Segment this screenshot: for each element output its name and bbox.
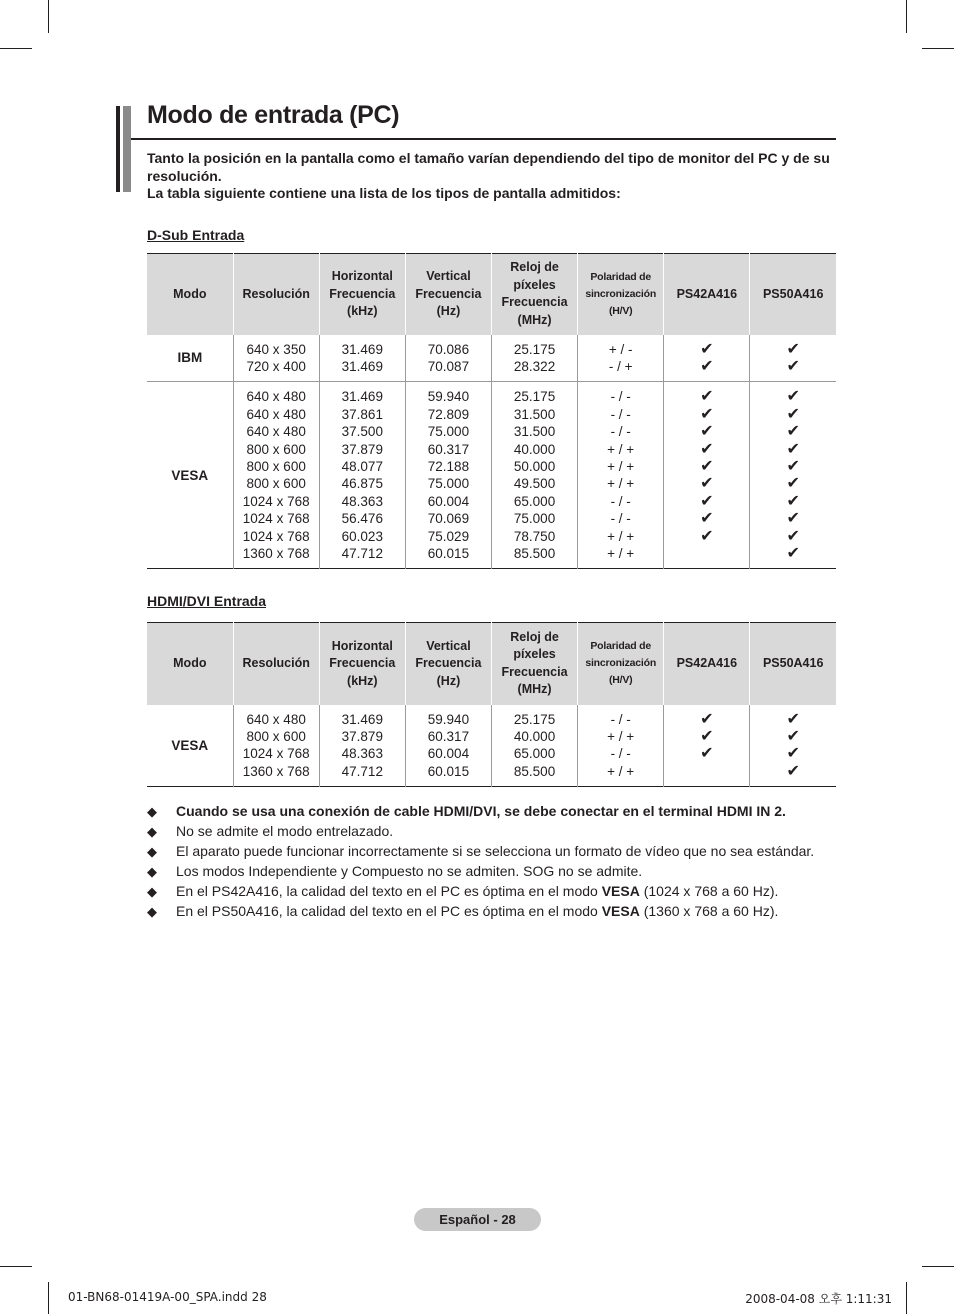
- cell-value: - / -: [610, 406, 631, 422]
- cell-value: 25.175: [513, 389, 556, 405]
- intro-line: Tanto la posición en la pantalla como el tamaño varían dependiendo del tipo de monitor del PC y de su resolución.: [147, 150, 830, 184]
- mode-cell: VESA: [171, 737, 209, 753]
- intro-text: [147, 150, 837, 203]
- check-mark: ✔: [786, 405, 800, 423]
- diamond-bullet-icon: ◆: [147, 863, 157, 879]
- cell-value: - / -: [610, 424, 631, 440]
- data-cell: [492, 382, 578, 569]
- cell-value: 75.000: [513, 511, 556, 527]
- cell-value: 720 x 400: [246, 358, 306, 374]
- cell-value: 31.469: [341, 389, 383, 405]
- cell-value: 85.500: [513, 545, 556, 561]
- cell-value: 48.363: [341, 746, 383, 762]
- note-text-part: En el PS50A416, la calidad del texto en el PC es óptima en el modo: [176, 902, 602, 919]
- column-header-line: (MHz): [517, 312, 552, 327]
- column-header-line: (kHz): [347, 304, 378, 318]
- data-cell: [492, 705, 578, 787]
- check-mark: [664, 545, 749, 562]
- cell-value: 25.175: [513, 711, 556, 727]
- hdmi-table: [147, 622, 836, 787]
- note-item: [147, 903, 837, 921]
- intro-line: La tabla siguiente contiene una lista de los tipos de pantalla admitidos:: [147, 185, 621, 201]
- data-cell: [664, 335, 750, 382]
- cell-value: 40.000: [513, 441, 556, 457]
- column-header: [750, 623, 836, 705]
- cell-value: 47.712: [341, 763, 383, 779]
- diamond-bullet-icon: ◆: [147, 823, 157, 839]
- column-header-line: PS42A416: [676, 656, 738, 670]
- page-title: Modo de entrada (PC): [147, 101, 400, 129]
- column-header-line: Vertical: [426, 638, 471, 653]
- column-header-line: píxeles: [513, 277, 556, 292]
- cell-value: - / -: [610, 389, 631, 405]
- check-mark: ✔: [786, 510, 800, 528]
- cell-value: - / -: [610, 746, 631, 762]
- title-rule: [131, 138, 836, 140]
- check-mark: ✔: [700, 510, 714, 528]
- check-mark: ✔: [786, 745, 800, 763]
- cell-value: 37.500: [341, 424, 383, 440]
- cell-value: 60.317: [427, 441, 470, 457]
- crop-mark: [906, 1282, 907, 1314]
- cell-value: - / -: [610, 493, 631, 509]
- column-header: [492, 254, 578, 335]
- column-header-line: Horizontal: [331, 638, 393, 653]
- cell-value: 46.875: [341, 476, 383, 492]
- column-header-line: (MHz): [517, 682, 552, 697]
- column-header: [319, 623, 405, 705]
- column-header-line: sincronización: [585, 657, 657, 670]
- cell-value: 1024 x 768: [242, 493, 310, 509]
- cell-value: 50.000: [513, 458, 556, 474]
- cell-value: 640 x 480: [246, 424, 306, 440]
- note-text: El aparato puede funcionar incorrectamente si se selecciona un formato de vídeo que no sea estándar.: [176, 842, 815, 859]
- slug-date: 2008-04-08 오후 1:11:31: [745, 1292, 892, 1306]
- cell-value: 37.879: [341, 728, 383, 744]
- column-header: [147, 254, 233, 335]
- check-mark: ✔: [786, 527, 800, 545]
- check-mark: ✔: [786, 457, 800, 475]
- column-header: [578, 254, 664, 335]
- column-header: [664, 254, 750, 335]
- cell-value: 800 x 600: [246, 476, 306, 492]
- column-header-line: Frecuencia: [329, 656, 396, 670]
- note-item: [147, 823, 837, 841]
- cell-value: 37.879: [341, 441, 383, 457]
- cell-value: 60.015: [427, 763, 470, 779]
- cell-value: 640 x 480: [246, 406, 306, 422]
- cell-value: 640 x 480: [246, 711, 306, 727]
- column-header-line: sincronización: [585, 287, 657, 300]
- column-header-line: (H/V): [608, 674, 633, 687]
- note-text: [176, 903, 778, 919]
- crop-mark: [0, 48, 32, 49]
- check-mark: ✔: [700, 457, 714, 475]
- cell-value: 800 x 600: [246, 458, 306, 474]
- cell-value: 31.500: [513, 424, 556, 440]
- check-mark: [664, 763, 749, 780]
- diamond-bullet-icon: ◆: [147, 804, 157, 819]
- column-header: [405, 623, 491, 705]
- cell-value: 31.469: [341, 341, 383, 357]
- check-mark: ✔: [700, 423, 714, 441]
- mode-cell: IBM: [177, 350, 203, 366]
- cell-value: 60.015: [427, 545, 470, 561]
- title-bar-gray: [123, 106, 131, 192]
- check-mark: ✔: [786, 388, 800, 406]
- cell-value: 31.469: [341, 358, 383, 374]
- column-header-line: Resolución: [242, 286, 310, 301]
- cell-value: 1360 x 768: [242, 545, 310, 561]
- crop-mark: [48, 0, 49, 33]
- check-mark: ✔: [786, 762, 800, 780]
- column-header-line: Polaridad de: [590, 270, 651, 283]
- column-header-line: PS42A416: [676, 286, 738, 301]
- diamond-bullet-icon: ◆: [147, 883, 157, 899]
- data-cell: [233, 335, 319, 382]
- check-mark: ✔: [786, 544, 800, 562]
- cell-value: 31.500: [513, 406, 556, 422]
- column-header-line: PS50A416: [762, 286, 824, 301]
- cell-value: 1024 x 768: [242, 511, 310, 527]
- column-header: [233, 623, 319, 705]
- cell-value: 75.029: [427, 528, 470, 544]
- note-text-emphasis: VESA: [601, 882, 640, 899]
- data-cell: [319, 335, 405, 382]
- diamond-bullet-icon: ◆: [147, 843, 157, 859]
- page-number-badge: Español - 28: [414, 1208, 541, 1231]
- slug-file: 01-BN68-01419A-00_SPA.indd 28: [68, 1290, 267, 1304]
- cell-value: - / +: [608, 358, 633, 374]
- note-text-part: (1024 x 768 a 60 Hz).: [639, 882, 779, 899]
- dsub-table: [147, 253, 836, 569]
- cell-value: + / +: [607, 476, 635, 492]
- column-header-line: Vertical: [426, 269, 471, 283]
- check-mark: ✔: [786, 440, 800, 458]
- check-mark: ✔: [700, 405, 714, 423]
- check-mark: ✔: [700, 340, 714, 358]
- cell-value: 60.004: [427, 493, 470, 509]
- check-mark: ✔: [786, 475, 800, 493]
- check-mark: ✔: [700, 357, 714, 375]
- cell-value: 48.077: [341, 458, 383, 474]
- check-mark: ✔: [700, 440, 714, 458]
- note-item: [147, 883, 837, 901]
- table-row: [147, 382, 836, 569]
- check-mark: ✔: [786, 340, 800, 358]
- cell-value: 49.500: [513, 476, 556, 492]
- cell-value: - / -: [610, 511, 631, 527]
- column-header: [319, 254, 405, 335]
- cell-value: 640 x 350: [246, 341, 306, 357]
- column-header-line: Polaridad de: [590, 640, 651, 653]
- note-text: Los modos Independiente y Compuesto no se admiten. SOG no se admite.: [176, 862, 643, 879]
- column-header: [664, 623, 750, 705]
- data-cell: [664, 705, 750, 787]
- column-header-line: Reloj de: [510, 629, 559, 644]
- cell-value: 56.476: [341, 511, 383, 527]
- cell-value: 72.809: [427, 406, 470, 422]
- cell-value: - / -: [610, 711, 631, 727]
- note-text-part: En el PS42A416, la calidad del texto en el PC es óptima en el modo: [176, 882, 602, 899]
- column-header-line: Frecuencia: [501, 664, 568, 679]
- column-header: [147, 623, 233, 705]
- cell-value: 37.861: [341, 406, 383, 422]
- column-header: [578, 623, 664, 705]
- check-mark: ✔: [700, 727, 714, 745]
- cell-value: 31.469: [341, 711, 383, 727]
- check-mark: ✔: [786, 423, 800, 441]
- cell-value: 60.004: [427, 746, 470, 762]
- column-header-line: Frecuencia: [415, 656, 482, 670]
- cell-value: 60.317: [427, 728, 470, 744]
- check-mark: ✔: [700, 527, 714, 545]
- data-cell: [578, 382, 664, 569]
- cell-value: 70.069: [427, 511, 470, 527]
- cell-value: 75.000: [427, 424, 470, 440]
- note-item: [147, 803, 837, 821]
- cell-value: 75.000: [427, 476, 470, 492]
- column-header-line: píxeles: [513, 647, 556, 662]
- table-row: [147, 705, 836, 787]
- cell-value: 40.000: [513, 728, 556, 744]
- cell-value: 28.322: [513, 358, 556, 374]
- cell-value: 72.188: [427, 458, 470, 474]
- cell-value: + / +: [607, 528, 635, 544]
- cell-value: 800 x 600: [246, 441, 306, 457]
- title-bar-dark: [116, 106, 120, 192]
- cell-value: 65.000: [513, 746, 556, 762]
- column-header-line: Horizontal: [331, 269, 393, 283]
- table-header-row: [147, 623, 836, 705]
- data-cell: [233, 705, 319, 787]
- column-header: [750, 254, 836, 335]
- note-text-emphasis: VESA: [601, 902, 640, 919]
- table-row: [147, 335, 836, 382]
- column-header: [233, 254, 319, 335]
- check-mark: ✔: [786, 710, 800, 728]
- cell-value: 65.000: [513, 493, 556, 509]
- column-header-line: Frecuencia: [329, 286, 396, 301]
- cell-value: 1024 x 768: [242, 528, 310, 544]
- check-mark: ✔: [786, 727, 800, 745]
- column-header-line: Frecuencia: [415, 286, 482, 301]
- cell-value: 85.500: [513, 763, 556, 779]
- cell-value: 800 x 600: [246, 728, 306, 744]
- column-header-line: Resolución: [242, 656, 310, 670]
- column-header-line: Modo: [173, 286, 207, 301]
- data-cell: [405, 705, 491, 787]
- note-text: No se admite el modo entrelazado.: [176, 822, 394, 839]
- cell-value: 78.750: [513, 528, 556, 544]
- column-header-line: (Hz): [436, 673, 461, 688]
- notes-list: [147, 803, 837, 923]
- crop-mark: [906, 0, 907, 33]
- check-mark: ✔: [700, 388, 714, 406]
- check-mark: ✔: [786, 492, 800, 510]
- cell-value: 1024 x 768: [242, 746, 310, 762]
- data-cell: [578, 335, 664, 382]
- data-cell: [750, 382, 836, 569]
- column-header-line: (H/V): [608, 304, 633, 317]
- column-header-line: Reloj de: [510, 260, 559, 275]
- hdmi-heading: HDMI/DVI Entrada: [147, 593, 267, 609]
- cell-value: + / +: [607, 458, 635, 474]
- data-cell: [492, 335, 578, 382]
- data-cell: [664, 382, 750, 569]
- data-cell: [233, 382, 319, 569]
- check-mark: ✔: [786, 357, 800, 375]
- cell-value: + / -: [608, 341, 633, 357]
- data-cell: [750, 335, 836, 382]
- cell-value: 70.086: [427, 341, 470, 357]
- column-header: [405, 254, 491, 335]
- column-header-line: PS50A416: [762, 656, 824, 670]
- note-text: Cuando se usa una conexión de cable HDMI/DVI, se debe conectar en el terminal HDMI IN 2.: [176, 803, 786, 819]
- cell-value: + / +: [607, 441, 635, 457]
- cell-value: 48.363: [341, 493, 383, 509]
- cell-value: + / +: [607, 545, 635, 561]
- crop-mark: [922, 48, 954, 49]
- column-header: [492, 623, 578, 705]
- mode-cell: VESA: [171, 467, 209, 483]
- note-item: [147, 863, 837, 881]
- data-cell: [750, 705, 836, 787]
- column-header-line: (Hz): [436, 304, 461, 318]
- check-mark: ✔: [700, 710, 714, 728]
- cell-value: 1360 x 768: [242, 763, 310, 779]
- crop-mark: [0, 1266, 32, 1267]
- crop-mark: [922, 1266, 954, 1267]
- check-mark: ✔: [700, 745, 714, 763]
- cell-value: + / +: [607, 728, 635, 744]
- check-mark: ✔: [700, 475, 714, 493]
- cell-value: + / +: [607, 763, 635, 779]
- dsub-heading: D-Sub Entrada: [147, 227, 245, 243]
- crop-mark: [48, 1282, 49, 1314]
- diamond-bullet-icon: ◆: [147, 903, 157, 919]
- cell-value: 70.087: [427, 358, 470, 374]
- cell-value: 25.175: [513, 341, 556, 357]
- data-cell: [405, 382, 491, 569]
- note-text-part: (1360 x 768 a 60 Hz).: [639, 902, 779, 919]
- column-header-line: Frecuencia: [501, 295, 568, 310]
- cell-value: 47.712: [341, 545, 383, 561]
- table-header-row: [147, 254, 836, 335]
- data-cell: [319, 705, 405, 787]
- cell-value: 640 x 480: [246, 389, 306, 405]
- column-header-line: (kHz): [347, 673, 378, 688]
- note-text: [176, 883, 778, 899]
- cell-value: 59.940: [427, 389, 470, 405]
- column-header-line: Modo: [173, 656, 207, 670]
- check-mark: ✔: [700, 492, 714, 510]
- data-cell: [319, 382, 405, 569]
- note-item: [147, 843, 837, 861]
- data-cell: [578, 705, 664, 787]
- cell-value: 60.023: [341, 528, 383, 544]
- data-cell: [405, 335, 491, 382]
- cell-value: 59.940: [427, 711, 470, 727]
